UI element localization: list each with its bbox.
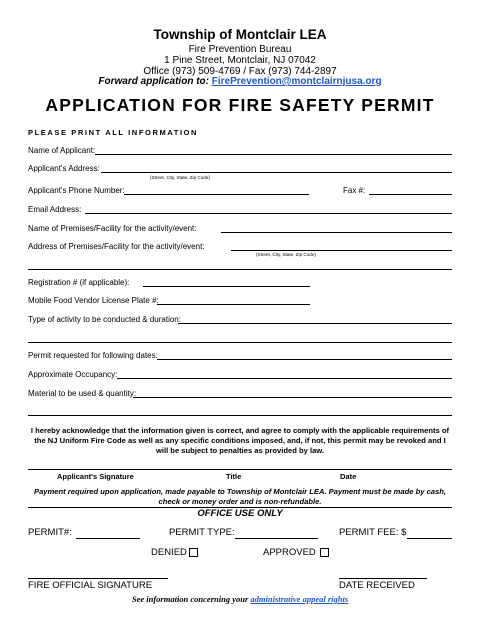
email-field[interactable] (85, 213, 452, 214)
bureau-phone: Office (973) 509-4769 / Fax (973) 744-2897 (143, 66, 337, 77)
acknowledgement-text: I hereby acknowledge that the information given is correct, and agree to comply with the applicable requirements of the NJ Uniform Fire Code as well as any specific conditions imposed, and, if not, this permit may be revoked and I will be subject to penalties as provided by law. (30, 426, 450, 455)
vendor-plate-label: Mobile Food Vendor License Plate #: (28, 296, 159, 305)
registration-label: Registration # (if applicable): (28, 278, 130, 287)
date-received-line[interactable] (339, 578, 427, 579)
material-label: Material to be used & quantity: (28, 389, 137, 398)
denied-label: DENIED (151, 547, 187, 558)
applicant-address-field[interactable] (101, 172, 452, 173)
township-name: Township of Montclair LEA (153, 27, 327, 42)
activity-type-label: Type of activity to be conducted & duration: (28, 315, 181, 324)
appeal-rights-line (0, 594, 480, 604)
permit-type-label: PERMIT TYPE: (169, 527, 235, 538)
activity-type-line-2[interactable] (28, 342, 452, 343)
bureau-name: Fire Prevention Bureau (188, 44, 292, 55)
permit-number-label: PERMIT#: (28, 527, 72, 538)
activity-type-field[interactable] (178, 323, 452, 324)
premises-address-line-2[interactable] (28, 269, 452, 270)
bureau-address: 1 Pine Street, Montclair, NJ 07042 (164, 55, 316, 66)
date-received-label: DATE RECEIVED (339, 580, 415, 591)
permit-dates-field[interactable] (157, 359, 452, 360)
fax-field[interactable] (369, 194, 452, 195)
forward-label: Forward application to: (98, 76, 209, 87)
payment-note: Payment required upon application, made payable to Township of Montclair LEA. Payment must be made by cash, check or money order and is non-refundable. (34, 487, 446, 506)
vendor-plate-field[interactable] (157, 304, 310, 305)
premises-address-hint: (Street, City, State, Zip Code) (256, 252, 316, 257)
premises-address-label: Address of Premises/Facility for the activity/event: (28, 242, 205, 251)
phone-label: Applicant's Phone Number: (28, 186, 125, 195)
applicant-signature-caption: Applicant's Signature (57, 472, 134, 481)
appeal-rights-prefix: See information concerning your (131, 594, 249, 604)
official-signature-label: FIRE OFFICIAL SIGNATURE (28, 580, 153, 591)
material-line-2[interactable] (28, 415, 452, 416)
premises-name-label: Name of Premises/Facility for the activity/event: (28, 224, 197, 233)
office-use-heading: OFFICE USE ONLY (197, 508, 283, 519)
phone-field[interactable] (124, 194, 309, 195)
applicant-name-label: Name of Applicant: (28, 146, 96, 155)
occupancy-label: Approximate Occupancy: (28, 370, 118, 379)
permit-number-field[interactable] (76, 538, 140, 539)
appeal-rights-link[interactable]: administrative appeal rights (250, 594, 349, 604)
premises-address-field[interactable] (231, 250, 452, 251)
denied-checkbox[interactable] (189, 548, 198, 557)
forward-line (0, 76, 480, 87)
approved-checkbox[interactable] (320, 548, 329, 557)
permit-type-field[interactable] (235, 538, 318, 539)
email-label: Email Address: (28, 205, 82, 214)
forward-email-link[interactable]: FirePrevention@montclairnjusa.org (211, 76, 382, 87)
approved-label: APPROVED (263, 547, 316, 558)
permit-dates-label: Permit requested for following dates: (28, 351, 158, 360)
official-signature-line[interactable] (28, 578, 168, 579)
applicant-name-field[interactable] (95, 154, 452, 155)
premises-name-field[interactable] (221, 232, 452, 233)
signature-line[interactable] (28, 469, 452, 470)
print-instruction: PLEASE PRINT ALL INFORMATION (28, 128, 199, 137)
material-field[interactable] (133, 397, 452, 398)
date-caption: Date (340, 472, 357, 481)
permit-fee-label: PERMIT FEE: $ (339, 527, 407, 538)
occupancy-field[interactable] (117, 378, 452, 379)
fax-label: Fax #: (343, 186, 366, 195)
title-caption: Title (226, 472, 242, 481)
applicant-address-label: Applicant's Address: (28, 164, 100, 173)
permit-fee-field[interactable] (407, 538, 452, 539)
registration-field[interactable] (143, 286, 310, 287)
applicant-address-hint: (Street, City, State, Zip Code) (150, 175, 210, 180)
form-title: APPLICATION FOR FIRE SAFETY PERMIT (45, 95, 435, 115)
